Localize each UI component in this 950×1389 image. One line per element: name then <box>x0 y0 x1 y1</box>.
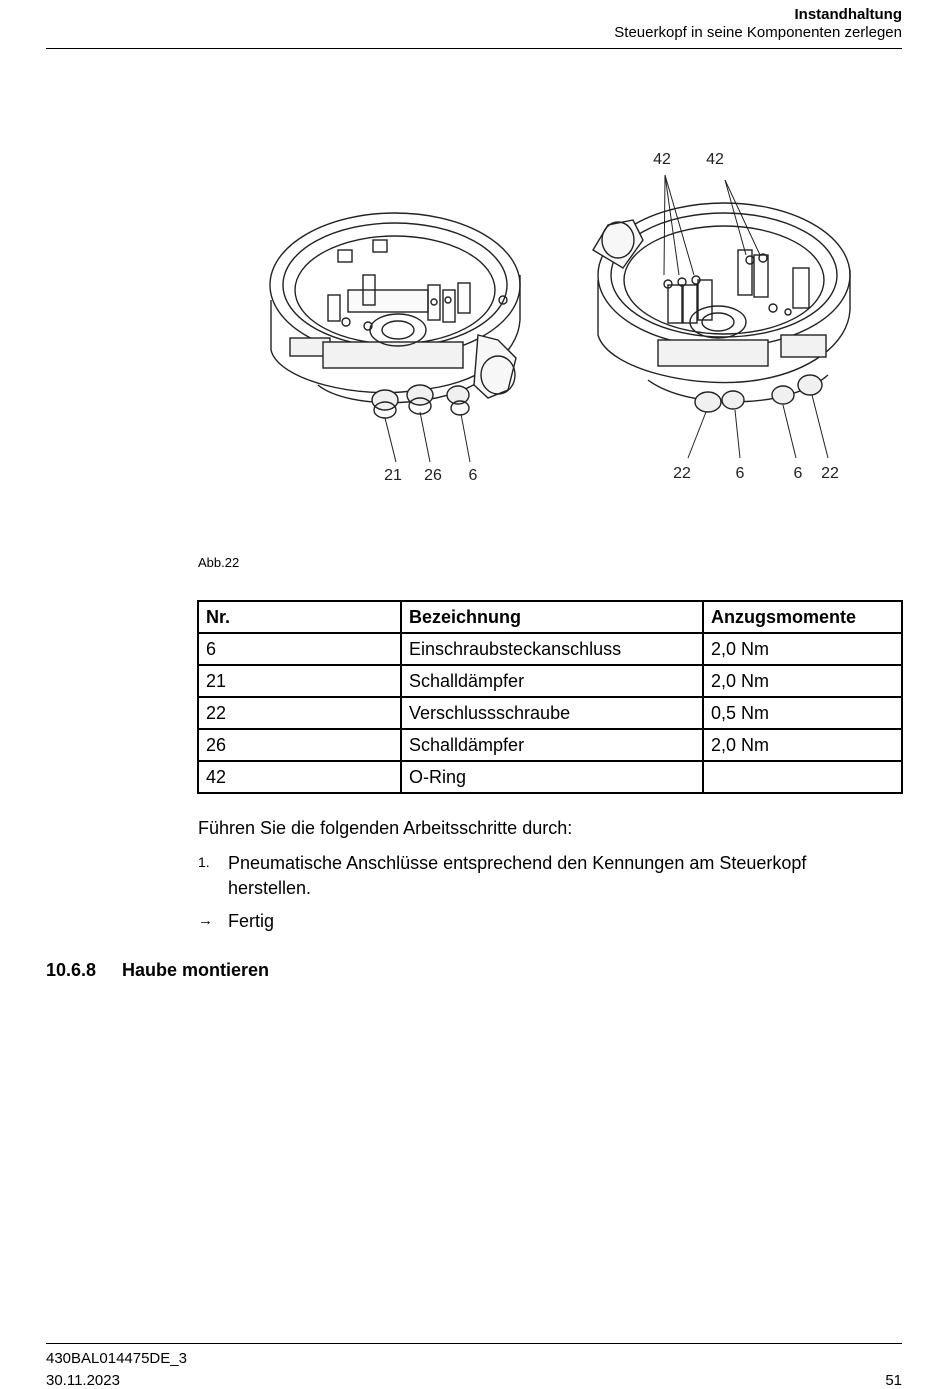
table-row <box>198 697 902 729</box>
right-housing-drawing <box>593 175 850 458</box>
table-cell: 0,5 Nm <box>703 697 902 729</box>
table-row <box>198 761 902 793</box>
step-number: 1. <box>198 854 210 870</box>
callout-label: 21 <box>384 467 402 484</box>
table-cell <box>703 761 902 793</box>
figure-caption: Abb.22 <box>198 555 240 570</box>
header-divider <box>46 48 902 49</box>
table-cell: 2,0 Nm <box>703 665 902 697</box>
callout-label: 22 <box>673 465 691 482</box>
control-head-drawing <box>198 90 853 530</box>
table-row <box>198 633 902 665</box>
column-header: Nr. <box>198 601 401 633</box>
table-cell: 6 <box>198 633 401 665</box>
callout-label: 6 <box>793 465 803 482</box>
result-text: Fertig <box>228 911 275 931</box>
figure-control-head-illustration <box>198 90 853 530</box>
table-cell: Verschlussschraube <box>401 697 703 729</box>
left-housing-drawing <box>270 213 520 462</box>
table-row <box>198 665 902 697</box>
header-chapter-title: Instandhaltung <box>794 6 902 23</box>
column-header: Anzugsmomente <box>703 601 902 633</box>
table-row <box>198 729 902 761</box>
column-header: Bezeichnung <box>401 601 703 633</box>
table-cell: Schalldämpfer <box>401 729 703 761</box>
step-text: Pneumatische Anschlüsse entsprechend den Kennungen am Steuerkopf herstellen. <box>228 853 807 898</box>
callout-label: 6 <box>468 467 478 484</box>
table-cell: 2,0 Nm <box>703 633 902 665</box>
result-arrow-icon: → <box>198 912 213 929</box>
footer-date: 30.11.2023 <box>46 1372 120 1389</box>
table-header-row <box>198 601 902 633</box>
callout-label: 42 <box>706 151 724 168</box>
table-cell: Einschraubsteckanschluss <box>401 633 703 665</box>
parts-torque-table <box>197 600 903 794</box>
section-title: Haube montieren <box>122 960 270 980</box>
table-cell: 21 <box>198 665 401 697</box>
footer-divider <box>46 1343 902 1344</box>
footer-page-number: 51 <box>885 1372 902 1389</box>
table-cell: Schalldämpfer <box>401 665 703 697</box>
instructions-intro: Führen Sie die folgenden Arbeitsschritte durch: <box>198 818 573 838</box>
section-number: 10.6.8 <box>46 960 97 980</box>
table-cell: 26 <box>198 729 401 761</box>
table-cell: 22 <box>198 697 401 729</box>
header-section-subtitle: Steuerkopf in seine Komponenten zerlegen <box>614 24 902 41</box>
callout-label: 22 <box>821 465 839 482</box>
callout-label: 42 <box>653 151 671 168</box>
table-cell: 42 <box>198 761 401 793</box>
footer-document-id: 430BAL014475DE_3 <box>46 1350 187 1367</box>
callout-label: 26 <box>424 467 442 484</box>
table-cell: 2,0 Nm <box>703 729 902 761</box>
callout-label: 6 <box>735 465 745 482</box>
table-cell: O-Ring <box>401 761 703 793</box>
